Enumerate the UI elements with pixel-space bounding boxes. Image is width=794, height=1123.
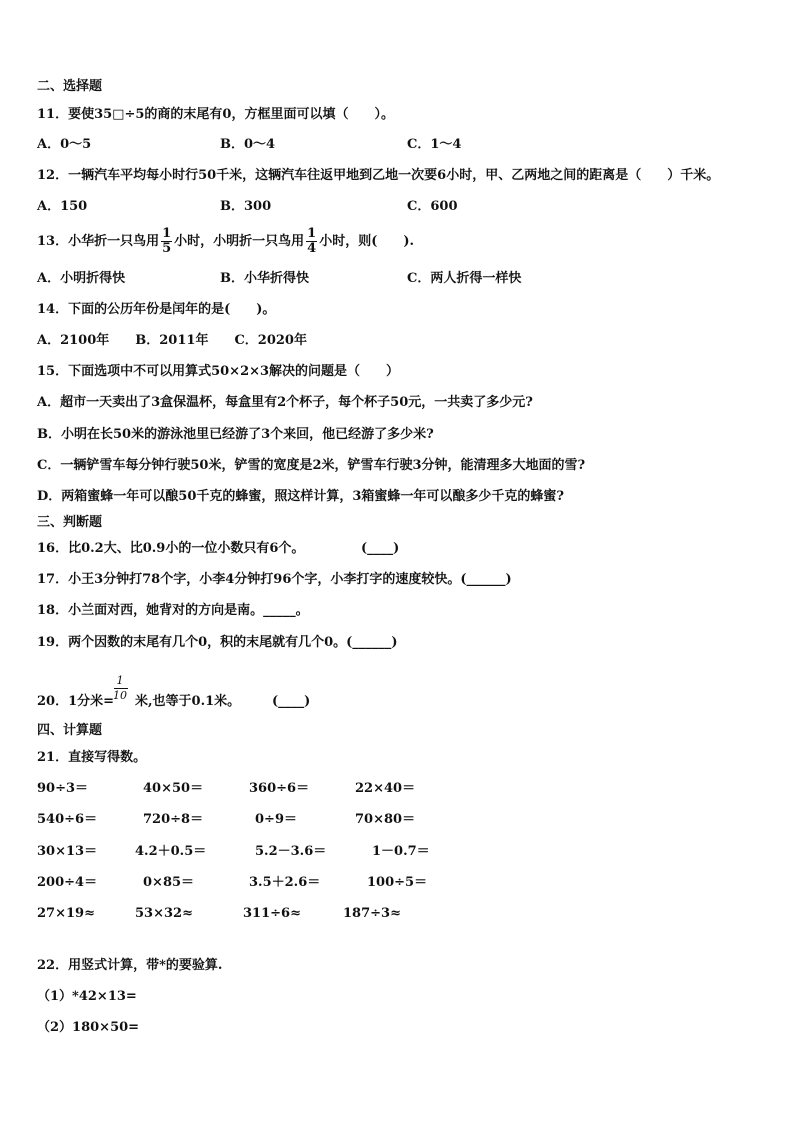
q20-text-pre: 20．1分米= bbox=[37, 694, 115, 709]
q21-item[interactable]: 40×50＝ bbox=[143, 781, 204, 796]
q15-option-b[interactable]: B．小明在长50米的游泳池里已经游了3个来回，他已经游了多少米? bbox=[37, 427, 434, 442]
q22-part-1[interactable]: （1）*42×13= bbox=[37, 989, 137, 1004]
q13-text-post: 小时，则( ). bbox=[319, 234, 415, 249]
section-heading-calc: 四、计算题 bbox=[37, 723, 103, 738]
q13-fraction-1 bbox=[161, 227, 172, 256]
q11-option-b[interactable]: B．0～4 bbox=[220, 137, 276, 152]
q20-text-post: 米,也等于0.1米。 bbox=[135, 694, 241, 709]
question-16: 16．比0.2大、比0.9小的一位小数只有6个。 bbox=[37, 541, 305, 556]
q21-item[interactable]: 4.2＋0.5＝ bbox=[135, 844, 207, 859]
q11-option-c[interactable]: C．1～4 bbox=[407, 137, 462, 152]
q15-option-c[interactable]: C．一辆铲雪车每分钟行驶50米，铲雪的宽度是2米，铲雪车行驶3分钟，能清理多大地面的雪? bbox=[37, 458, 586, 473]
q20-answer-blank[interactable]: (____) bbox=[272, 694, 311, 709]
q21-item[interactable]: 53×32≈ bbox=[135, 906, 193, 921]
q13-option-c[interactable]: C．两人折得一样快 bbox=[407, 271, 522, 286]
q13-option-a[interactable]: A．小明折得快 bbox=[37, 271, 126, 286]
question-22: 22．用竖式计算，带*的要验算. bbox=[37, 958, 223, 973]
q21-item[interactable]: 720÷8＝ bbox=[143, 812, 204, 827]
q13-text-pre: 13．小华折一只鸟用 bbox=[37, 234, 160, 249]
q21-item[interactable]: 187÷3≈ bbox=[343, 906, 401, 921]
q21-item[interactable]: 90÷3＝ bbox=[37, 781, 89, 796]
q21-item[interactable]: 1－0.7＝ bbox=[372, 844, 430, 859]
q21-item[interactable]: 70×80＝ bbox=[355, 812, 416, 827]
section-heading-judge: 三、判断题 bbox=[37, 515, 103, 530]
q20-frac-numerator: 1 bbox=[116, 674, 124, 687]
q21-item[interactable]: 100÷5＝ bbox=[367, 875, 428, 890]
section-heading-choice: 二、选择题 bbox=[37, 79, 103, 94]
q12-option-a[interactable]: A．150 bbox=[37, 199, 88, 214]
q21-item[interactable]: 30×13＝ bbox=[37, 844, 98, 859]
q12-option-c[interactable]: C．600 bbox=[407, 199, 458, 214]
question-12: 12．一辆汽车平均每小时行50千米，这辆汽车往返甲地到乙地一次要6小时，甲、乙两地之间的距离是（ ）千米。 bbox=[37, 168, 720, 183]
q21-item[interactable]: 27×19≈ bbox=[37, 906, 95, 921]
q13-frac1-denominator: 5 bbox=[162, 241, 172, 256]
question-18: 18．小兰面对西，她背对的方向是南。_____。 bbox=[37, 603, 309, 618]
q16-answer-blank[interactable]: (____) bbox=[361, 541, 400, 556]
q13-frac1-numerator: 1 bbox=[162, 226, 172, 241]
q21-item[interactable]: 22×40＝ bbox=[355, 781, 416, 796]
question-15: 15．下面选项中不可以用算式50×2×3解决的问题是（ ） bbox=[37, 364, 400, 379]
question-17: 17．小王3分钟打78个字，小李4分钟打96个字，小李打字的速度较快。(______) bbox=[37, 572, 512, 587]
q21-item[interactable]: 540÷6＝ bbox=[37, 812, 98, 827]
q13-text-mid: 小时，小明折一只鸟用 bbox=[174, 234, 305, 249]
question-21: 21．直接写得数。 bbox=[37, 750, 147, 765]
q13-frac2-denominator: 4 bbox=[307, 241, 317, 256]
q13-frac2-numerator: 1 bbox=[307, 226, 317, 241]
q21-item[interactable]: 200÷4＝ bbox=[37, 875, 98, 890]
q21-item[interactable]: 5.2－3.6＝ bbox=[255, 844, 327, 859]
q13-fraction-2 bbox=[306, 227, 317, 256]
question-14: 14．下面的公历年份是闰年的是( )。 bbox=[37, 302, 276, 317]
q13-option-b[interactable]: B．小华折得快 bbox=[220, 271, 309, 286]
q21-item[interactable]: 0×85＝ bbox=[143, 875, 195, 890]
q12-option-b[interactable]: B．300 bbox=[220, 199, 272, 214]
question-13 bbox=[37, 225, 414, 259]
q20-frac-denominator: 10 bbox=[113, 689, 127, 702]
q22-part-2[interactable]: （2）180×50= bbox=[37, 1020, 140, 1035]
question-11: 11．要使35□÷5的商的末尾有0，方框里面可以填（ ）。 bbox=[37, 107, 394, 122]
q15-option-a[interactable]: A．超市一天卖出了3盒保温杯，每盒里有2个杯子，每个杯子50元，一共卖了多少元? bbox=[37, 395, 533, 410]
question-20 bbox=[37, 694, 240, 710]
question-19: 19．两个因数的末尾有几个0，积的末尾就有几个0。(______) bbox=[37, 635, 398, 650]
q21-item[interactable]: 0÷9＝ bbox=[255, 812, 297, 827]
q15-option-d[interactable]: D．两箱蜜蜂一年可以酿50千克的蜂蜜，照这样计算，3箱蜜蜂一年可以酿多少千克的蜂蜜? bbox=[37, 489, 565, 504]
q21-item[interactable]: 3.5＋2.6＝ bbox=[249, 875, 321, 890]
q21-item[interactable]: 360÷6＝ bbox=[249, 781, 310, 796]
q21-item[interactable]: 311÷6≈ bbox=[243, 906, 301, 921]
q11-option-a[interactable]: A．0～5 bbox=[37, 137, 92, 152]
q14-options[interactable]: A．2100年 B．2011年 C．2020年 bbox=[37, 333, 307, 348]
